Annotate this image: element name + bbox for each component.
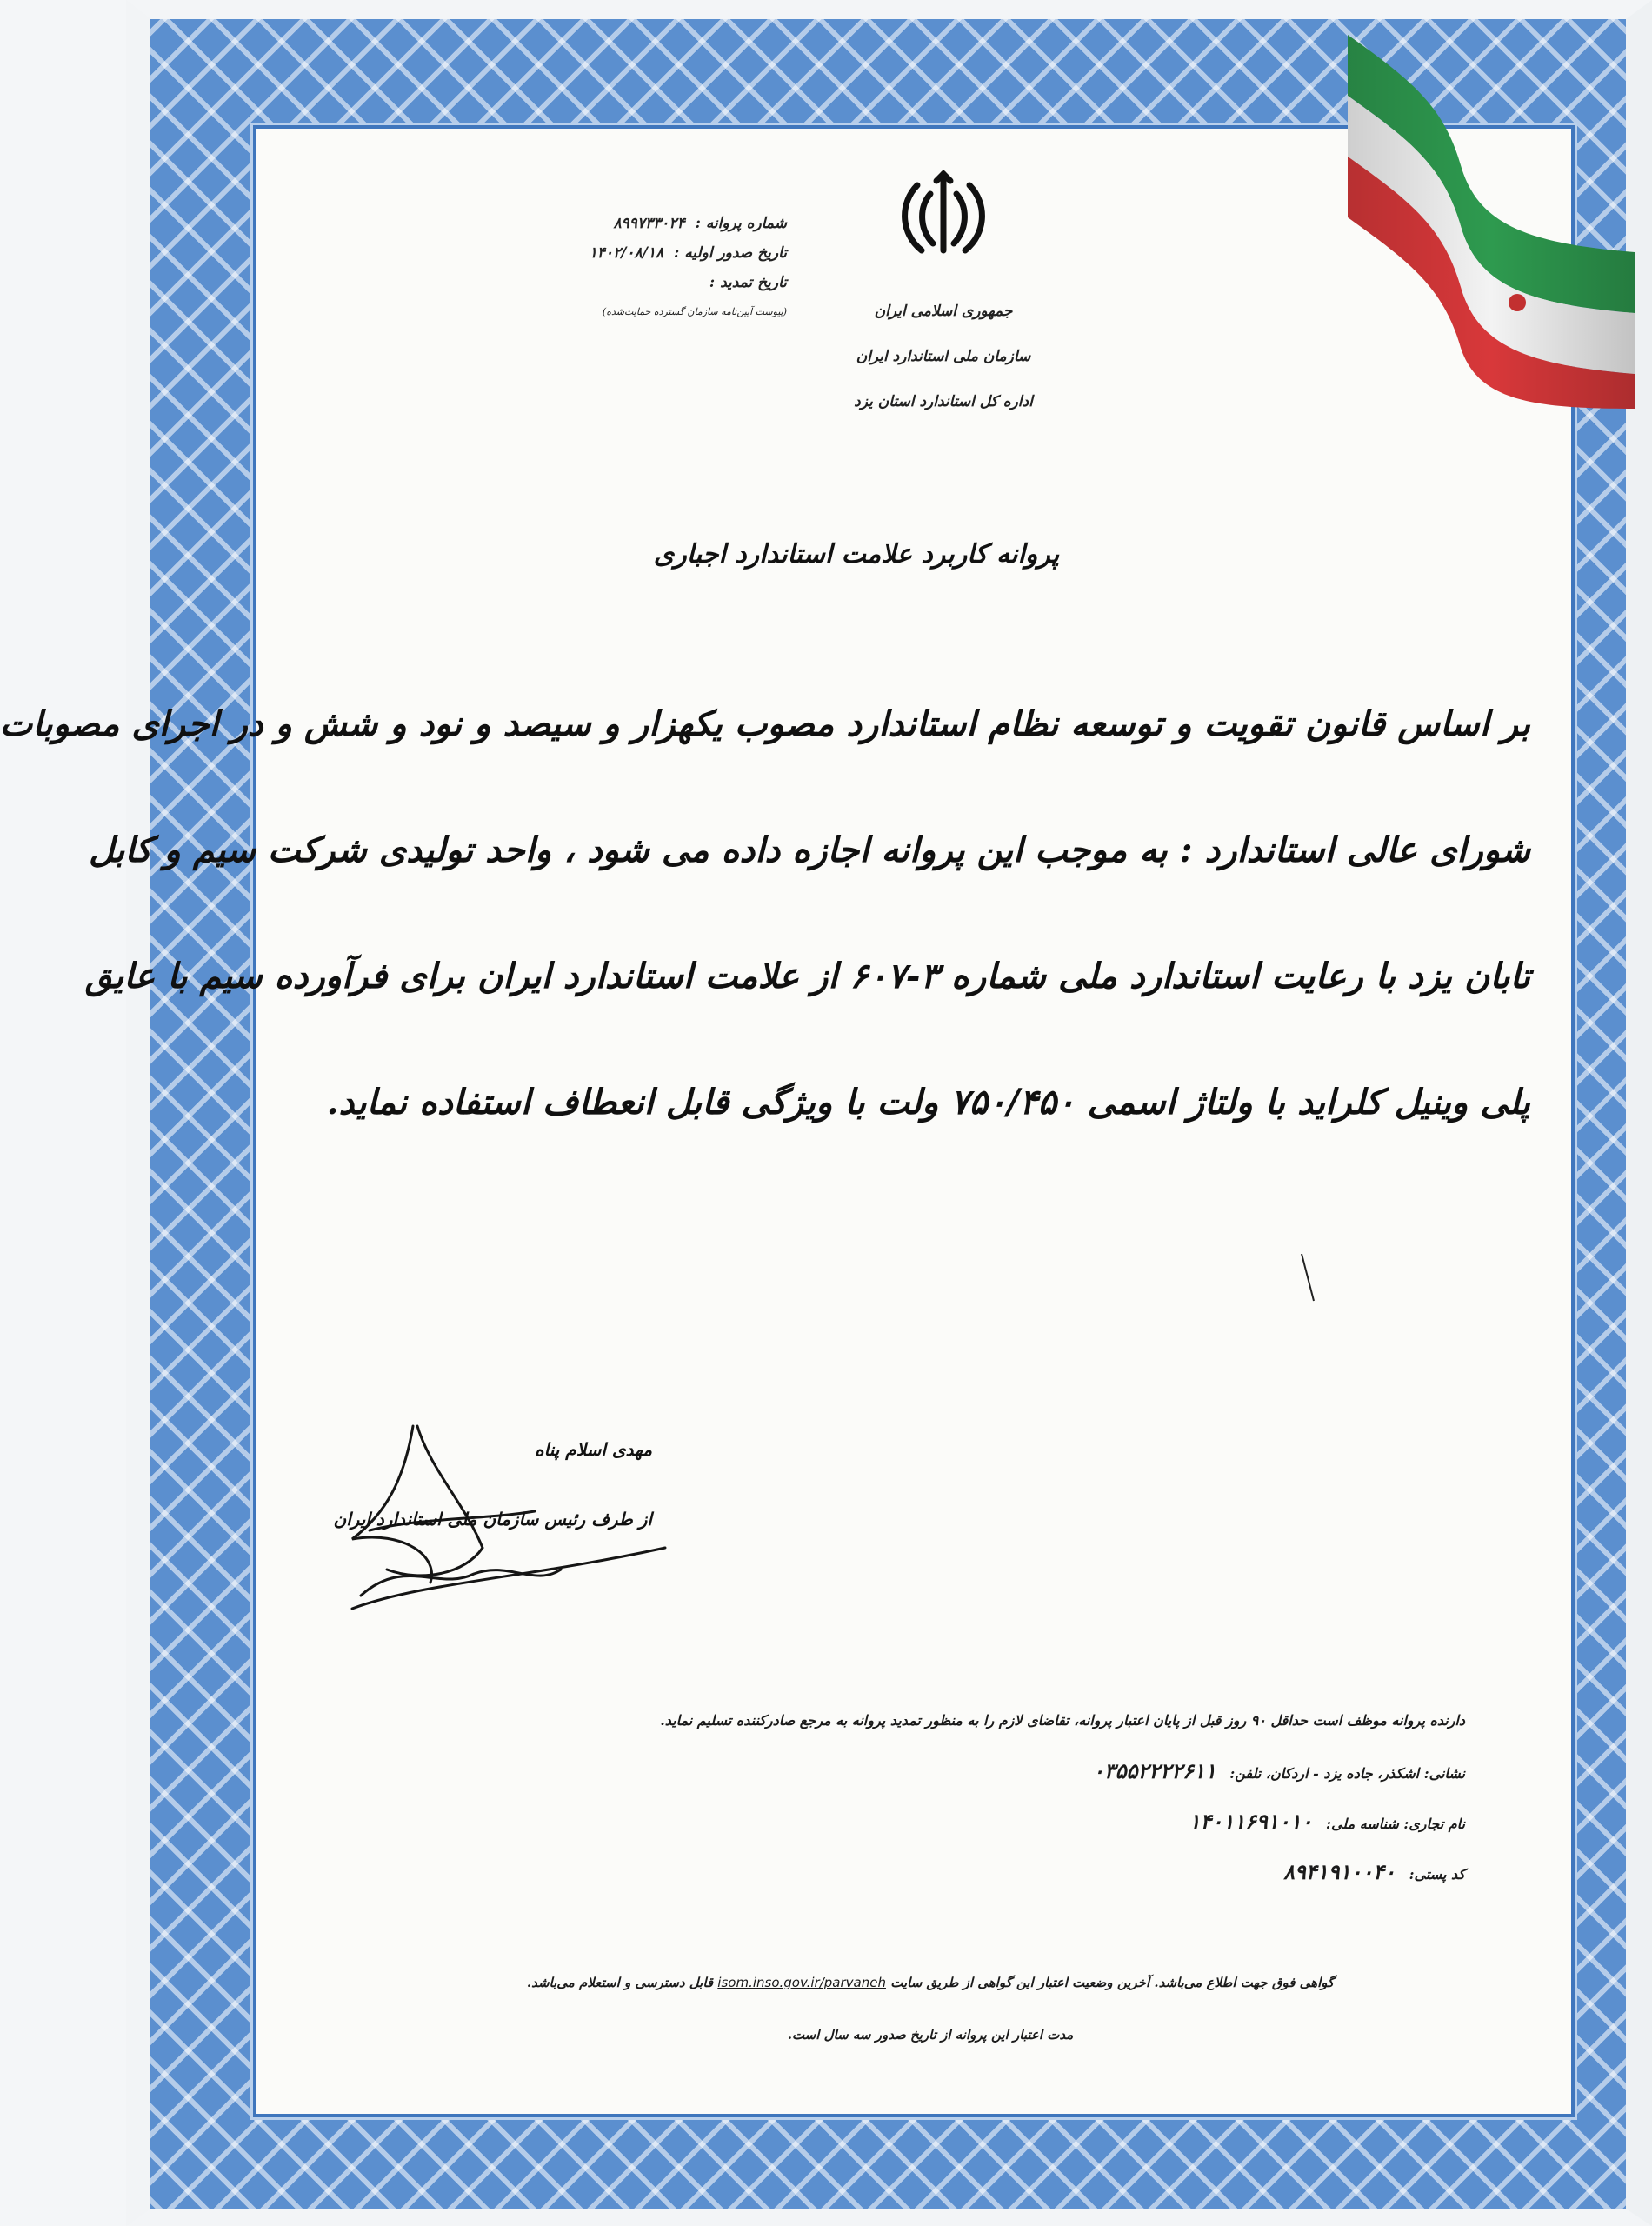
- verification-text-after: قابل دسترسی و استعلام می‌باشد.: [526, 1975, 714, 1990]
- renewal-label: تاریخ تمدید :: [709, 274, 787, 291]
- address-label: نشانی: اشکذر، جاده یزد - اردکان، تلفن:: [1229, 1765, 1465, 1782]
- address-row: [743, 1746, 1465, 1796]
- national-id-row: [743, 1796, 1465, 1847]
- certificate-body: [0, 661, 1530, 1165]
- validity-note: مدت اعتبار این پروانه از تاریخ صدور سه سال است.: [787, 2027, 1074, 2043]
- verification-link[interactable]: isom.inso.gov.ir/parvaneh: [717, 1975, 886, 1990]
- license-meta: [474, 209, 787, 327]
- body-line: پلی وینیل کلراید با ولتاژ اسمی ۷۵۰/۴۵۰ ولت با ویژگی قابل انعطاف استفاده نماید.: [326, 1082, 1530, 1123]
- body-line: تابان یزد با رعایت استاندارد ملی شماره ۳-۶۰۷ از علامت استاندارد ایران برای فرآورده سیم با عایق: [84, 956, 1530, 996]
- org-line-2: سازمان ملی استاندارد ایران: [856, 348, 1031, 365]
- first-issue-value: ۱۴۰۲/۰۸/۱۸: [589, 244, 664, 262]
- license-number-label: شماره پروانه :: [695, 215, 787, 232]
- signatory-role: از طرف رئیس سازمان ملی استاندارد ایران: [333, 1509, 652, 1530]
- body-line: شورای عالی استاندارد : به موجب این پروانه اجازه داده می شود ، واحد تولیدی شرکت سیم و کابل: [88, 830, 1530, 870]
- org-line-3: اداره کل استاندارد استان یزد: [854, 393, 1033, 410]
- meta-note: (پیوست آیین‌نامه سازمان گسترده حمایت‌شده): [602, 306, 787, 317]
- issuing-organization: [839, 289, 1048, 424]
- first-issue-row: [474, 238, 787, 268]
- postal-code-row: [743, 1847, 1465, 1897]
- iran-emblem-icon: [891, 163, 996, 268]
- signatory-name: مهدی اسلام پناه: [535, 1439, 652, 1460]
- postal-code-value: ۸۹۴۱۹۱۰۰۴۰: [1283, 1859, 1396, 1884]
- renewal-notice: دارنده پروانه موظف است حداقل ۹۰ روز قبل از پایان اعتبار پروانه، تقاضای لازم را به منظور تمدید پروانه به مرجع صادرکننده تسلیم نماید.: [660, 1712, 1465, 1729]
- org-line-1: جمهوری اسلامی ایران: [874, 303, 1013, 320]
- phone-value: ۰۳۵۵۲۲۲۲۶۱۱: [1092, 1758, 1216, 1783]
- first-issue-label: تاریخ صدور اولیه :: [674, 244, 787, 262]
- body-line: بر اساس قانون تقویت و توسعه نظام استاندارد مصوب یکهزار و سیصد و نود و شش و در اجرای مصوبات: [0, 703, 1530, 744]
- national-id-value: ۱۴۰۱۱۶۹۱۰۱۰: [1189, 1809, 1313, 1834]
- certificate-title: پروانه کاربرد علامت استاندارد اجباری: [653, 539, 1060, 570]
- license-number-row: [474, 209, 787, 238]
- verification-text-before: گواهی فوق جهت اطلاع می‌باشد. آخرین وضعیت اعتبار این گواهی از طریق سایت: [890, 1975, 1335, 1990]
- postal-code-label: کد پستی:: [1409, 1866, 1465, 1883]
- footer-info: [660, 1696, 1465, 1897]
- pen-mark: [1300, 1252, 1317, 1304]
- national-id-label: نام تجاری: شناسه ملی:: [1326, 1816, 1465, 1832]
- verification-row: [522, 1956, 1339, 2009]
- verification-note: [522, 1956, 1339, 2061]
- iran-flag-icon: [1330, 26, 1643, 417]
- renewal-row: [474, 268, 787, 297]
- license-number-value: ۸۹۹۷۳۳۰۲۴: [613, 215, 685, 232]
